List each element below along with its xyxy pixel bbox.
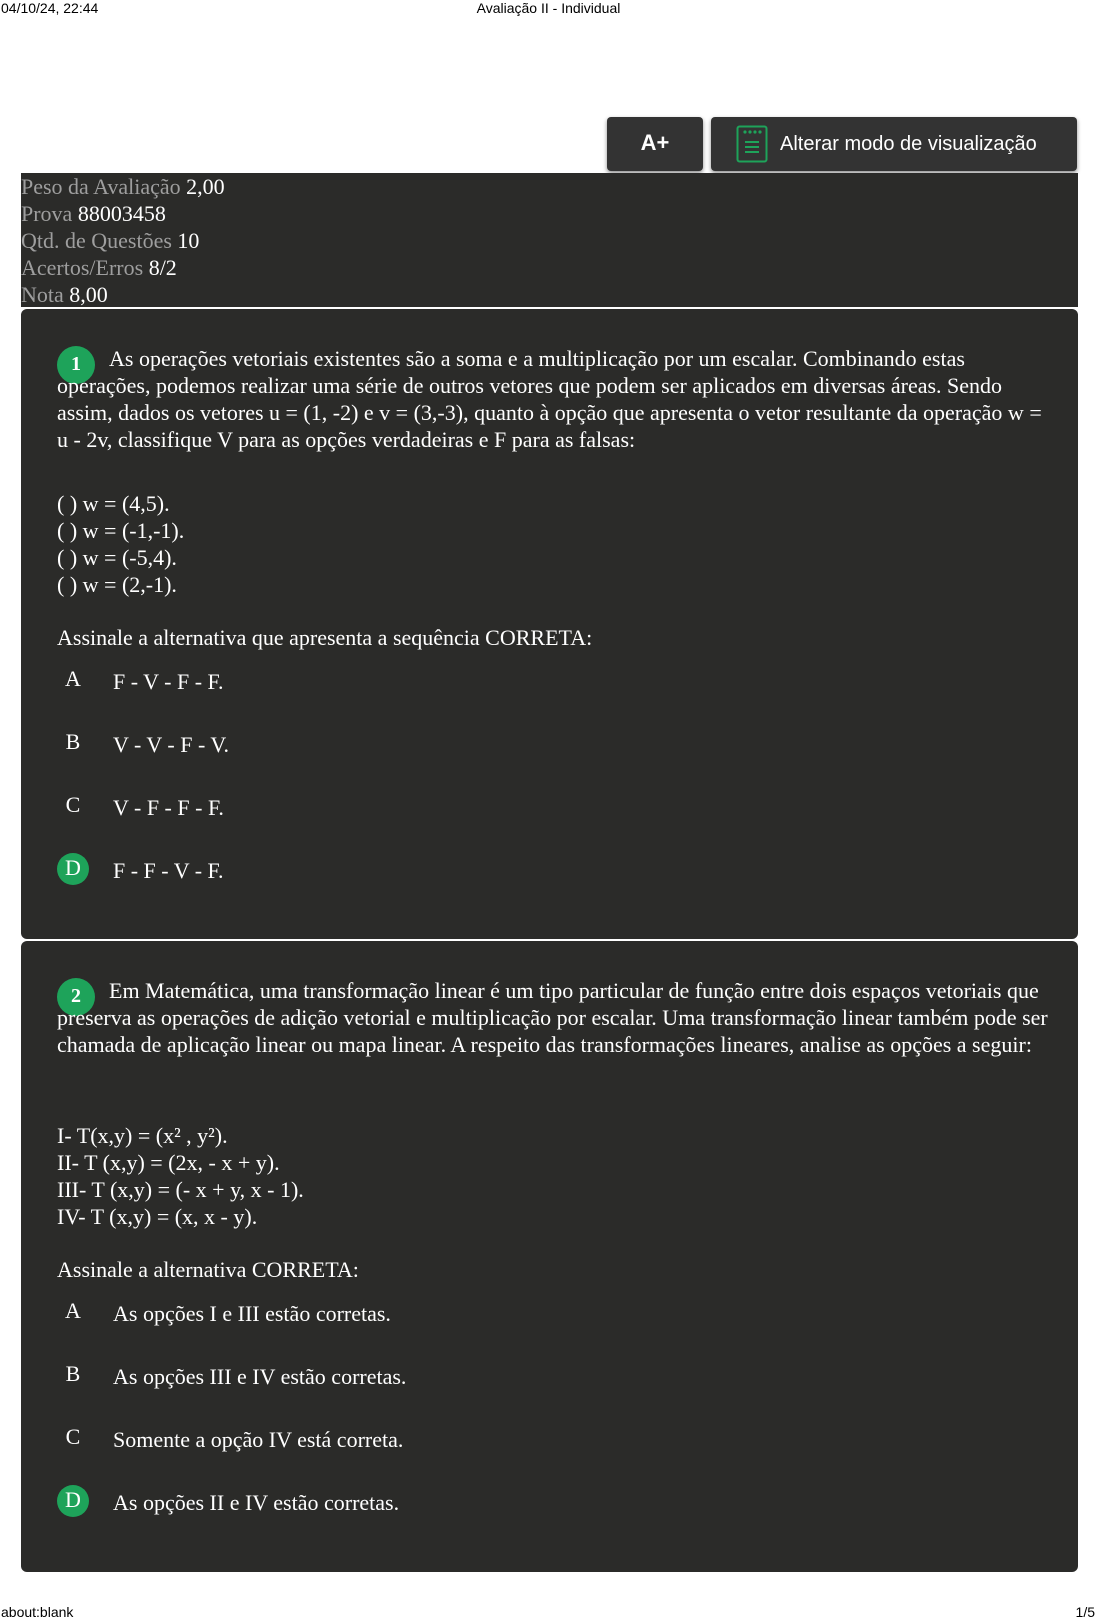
summary-row-question-count: Qtd. de Questões 10 xyxy=(21,228,200,253)
option-letter-c[interactable]: C xyxy=(65,792,81,817)
change-view-mode-button[interactable] xyxy=(711,117,1077,171)
option-letter-b[interactable]: B xyxy=(65,1361,81,1386)
option-letter-c[interactable]: C xyxy=(65,1424,81,1449)
summary-row-hits-misses: Acertos/Erros 8/2 xyxy=(21,255,177,280)
print-footer xyxy=(0,1604,1097,1621)
option-text-d[interactable]: F - F - V - F. xyxy=(113,858,224,883)
option-letter-d-selected[interactable]: D xyxy=(57,1485,89,1517)
question-prompt: Assinale a alternativa que apresenta a sequência CORRETA: xyxy=(57,625,593,650)
summary-row-exam: Prova 88003458 xyxy=(21,201,166,226)
increase-font-button[interactable]: A+ xyxy=(607,117,703,171)
option-text-c[interactable]: Somente a opção IV está correta. xyxy=(113,1427,404,1452)
print-url: about:blank xyxy=(1,1604,74,1620)
print-title: Avaliação II - Individual xyxy=(476,0,621,16)
option-letter-a[interactable]: A xyxy=(65,666,81,691)
option-text-c[interactable]: V - F - F - F. xyxy=(113,795,224,820)
question-number-badge: 1 xyxy=(57,346,95,384)
print-header xyxy=(0,0,1097,18)
summary-row-grade: Nota 8,00 xyxy=(21,282,108,307)
exam-summary xyxy=(21,173,1078,307)
statement-item: I- T(x,y) = (x² , y²). xyxy=(57,1123,228,1148)
view-mode-label: Alterar modo de visualização xyxy=(780,133,1037,155)
option-letter-a[interactable]: A xyxy=(65,1298,81,1323)
option-text-d[interactable]: As opções II e IV estão corretas. xyxy=(113,1490,400,1515)
print-datetime: 04/10/24, 22:44 xyxy=(1,0,99,16)
option-text-b[interactable]: As opções III e IV estão corretas. xyxy=(113,1364,407,1389)
print-page-number: 1/5 xyxy=(1075,1604,1095,1620)
statement-item: ( ) w = (-1,-1). xyxy=(57,518,185,543)
document-icon xyxy=(736,125,768,163)
option-letter-d-selected[interactable]: D xyxy=(57,853,89,885)
statement-item: II- T (x,y) = (2x, - x + y). xyxy=(57,1150,280,1175)
question-card-1 xyxy=(21,309,1078,939)
option-letter-b[interactable]: B xyxy=(65,729,81,754)
question-number-badge: 2 xyxy=(57,978,95,1016)
statement-item: ( ) w = (-5,4). xyxy=(57,545,177,570)
statement-item: ( ) w = (4,5). xyxy=(57,491,170,516)
option-text-a[interactable]: F - V - F - F. xyxy=(113,669,224,694)
question-card-2 xyxy=(21,941,1078,1572)
statement-item: ( ) w = (2,-1). xyxy=(57,572,177,597)
question-text: As operações vetoriais existentes são a soma e a multiplicação por um escalar. Combinando estas operações, podemos realizar uma série de outros vetores que podem ser aplicados em diversas áreas. Sendo assim, dados os vetores u = (1, -2) e v = (3,-3), quanto à opção que apresenta o vetor resultante da operação w = u - 2v, classifique V para as opções verdadeiras e F para as falsas: xyxy=(57,346,1042,452)
summary-row-weight: Peso da Avaliação 2,00 xyxy=(21,174,225,199)
statement-item: IV- T (x,y) = (x, x - y). xyxy=(57,1204,258,1229)
statement-item: III- T (x,y) = (- x + y, x - 1). xyxy=(57,1177,304,1202)
option-text-b[interactable]: V - V - F - V. xyxy=(113,732,229,757)
question-prompt: Assinale a alternativa CORRETA: xyxy=(57,1257,359,1282)
option-text-a[interactable]: As opções I e III estão corretas. xyxy=(113,1301,391,1326)
question-text: Em Matemática, uma transformação linear é um tipo particular de função entre dois espaços vetoriais que preserva as operações de adição vetorial e multiplicação por escalar. Uma transformação linear também pode ser chamada de aplicação linear ou mapa linear. A respeito das transformações lineares, analise as opções a seguir: xyxy=(57,978,1048,1057)
